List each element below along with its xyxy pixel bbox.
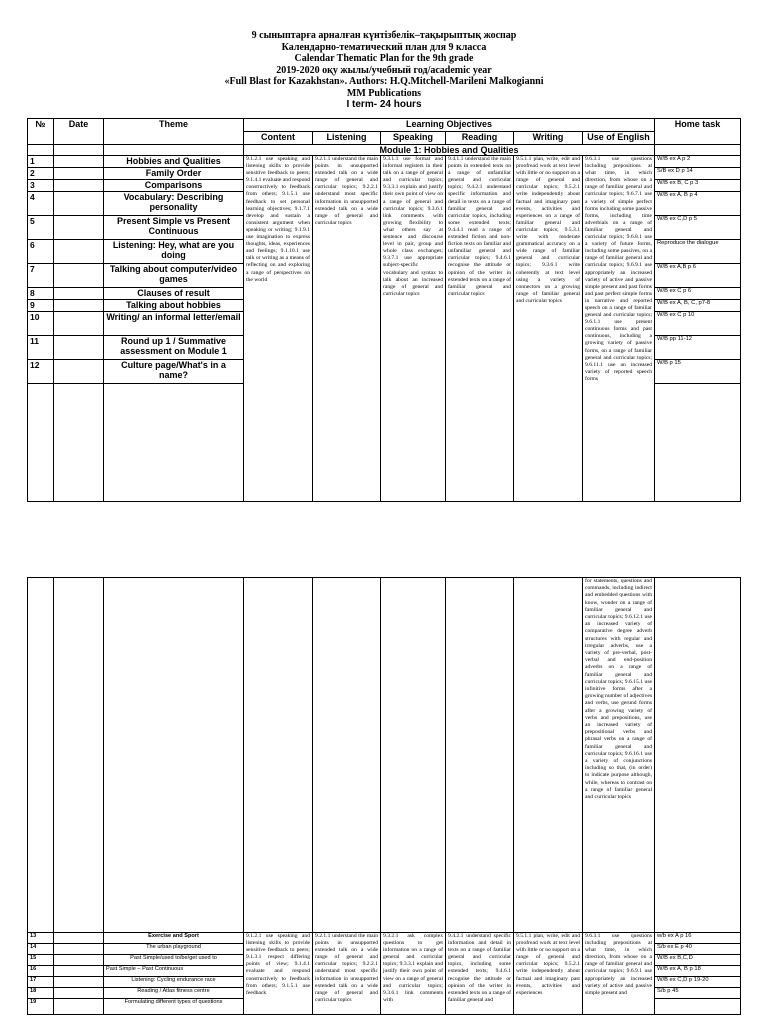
objectives-listening: 9.2.1.1 understand the main points in unsupported extended talk on a wide range of general and curricular topics; 9.2.2.1 understand most specific information in unsupported extended talk on a wide range of general and curricular topics [313, 156, 381, 502]
objectives-use-of-english-continued: for statements, questions and commands, including indirect and embedded questions with know, wonder on a range of familiar general and curricular topics; 9.6.12.1 use an increased variety of comparative degree adverb structures with regular and irregular adverbs, use a variety of pre-verbal, post-verbal and end-position adverbs on a range of familiar general and curricular topics; 9.6.15.1 use infinitive forms after a growing number of adjectives and verbs, use gerund forms after a growing variety of verbs and prepositions, use an increased variety of prepositional verbs and phrasal verbs on a range of familiar general and curricular topics; 9.6.16.1 use a variety of conjunctions including so that, (in order) to indicate purpose although, while, whereas to contrast on a range of familiar general and curricular topics [583, 578, 655, 933]
objectives-reading: 9.4.2.1 understand specific information and detail in texts on a range of familiar general and curricular topics, including some extended texts; 9.4.6.1 recognise the attitude or opinion of the writer in extended texts on a range of familiar general and [446, 933, 514, 1015]
row-number: 11 [28, 336, 54, 360]
theme-cell: Family Order [104, 168, 244, 180]
home-task-cell: W/B ex C p 10 [655, 312, 741, 336]
theme-cell: Exercise and Sport [104, 933, 244, 944]
date-cell [54, 156, 104, 168]
empty-cell [655, 384, 741, 502]
home-task-cell: W/B pp 11-12 [655, 336, 741, 360]
home-task-cell: S/B ex D p 14 [655, 168, 741, 180]
date-cell [54, 999, 104, 1015]
term-hours: I term- 24 hours [346, 99, 422, 110]
theme-cell: Reading / Atlas fitness centre [104, 988, 244, 999]
publisher: MM Publications [346, 87, 422, 99]
academic-year: 2019-2020 оқу жылы/учебный год/academic year [276, 64, 492, 76]
theme-cell: Round up 1 / Summative assessment on Module 1 [104, 336, 244, 360]
home-task-cell: Reproduce the dialogue [655, 240, 741, 264]
theme-cell: Culture page/What's in a name? [104, 360, 244, 384]
row-number: 5 [28, 216, 54, 240]
home-task-cell: W/B ex A,B p 6 [655, 264, 741, 288]
date-cell [54, 288, 104, 300]
objectives-speaking: 9.3.1.1 use formal and informal registers in their talk on a range of general and curricular topics; 9.3.3.1 explain and justify their own point of view on a range of general and curricular topics; 9.3.6.1 link comments with growing flexibility to what others say at sentence and discourse level in pair, group and whole class exchanges; 9.3.7.1 use appropriate subject-specific vocabulary and syntax to talk about an increased range of general and curricular topics [381, 156, 446, 502]
row-number: 4 [28, 192, 54, 216]
title-kazakh: 9 сыныптарға арналған күнтізбелік–тақырыптық жоспар [251, 30, 517, 41]
date-cell [54, 168, 104, 180]
header-home-task: Home task [655, 119, 741, 145]
row-number: 19 [28, 999, 54, 1015]
home-task-cell: W/B ex A, B p 18 [655, 966, 741, 977]
home-task-cell [655, 999, 741, 1015]
theme-cell: Writing/ an informal letter/email [104, 312, 244, 336]
objectives-use-of-english: 9.6.3.1 use questions including prepositions at what time, in which direction, from whose on a range of familiar general and curricular topics; 9.6.7.1 use a variety of simple perfect forms including some passive forms, including time adverbials on a range of familiar general and curricular topics; 9.6.8.1 use a variety of future forms, including some passives, on a range of familiar general and curricular topics; 9.6.9.1 use appropriately an increased variety of active and passive simple present and past forms and past perfect simple forms in narrative and reported speech on a range of familiar general and curricular topics; 9.6.1.1 use present continuous forms and past continuous, including a growing variety of passive forms, on a range of familiar general and curricular topics; 9.6.11.1 use an increased variety of reported speech forms [583, 156, 655, 502]
date-cell [54, 180, 104, 192]
objectives-listening: 9.2.1.1 understand the main points in unsupported extended talk on a wide range of general and curricular topics; 9.2.2.1 understand most specific information in unsupported extended talk on a wide range of general and curricular topics [313, 933, 381, 1015]
row-number: 12 [28, 360, 54, 384]
header-learning-objectives: Learning Objectives [244, 119, 655, 132]
objectives-speaking: 9.3.2.1 ask complex questions to get information on a range of general and curricular topics; 9.3.3.1 explain and justify their own point of view on a range of general and curricular topics; 9.3.6.1 link comments with [381, 933, 446, 1015]
home-task-cell: W/B ex A p 2 [655, 156, 741, 168]
theme-cell: Talking about computer/video games [104, 264, 244, 288]
date-cell [54, 966, 104, 977]
plan-table-page2 [27, 577, 741, 1015]
theme-cell: Past Simple – Past Continuous [104, 966, 244, 977]
header-use-of-english: Use of English [583, 132, 655, 145]
empty-cell [54, 384, 104, 502]
objectives-content: 9.1.2.1 use speaking and listening skills to provide sensitive feedback to peers; 9.1.3.1 respect differing points of view; 9.1.4.1 evaluate and respond constructively to feedback from others; 9.1.5.1 use feedback [244, 933, 313, 1015]
date-cell [54, 336, 104, 360]
theme-cell: Formulating different types of questions [104, 999, 244, 1015]
row-number: 17 [28, 977, 54, 988]
date-cell [54, 192, 104, 216]
row-number: 7 [28, 264, 54, 288]
home-task-cell: W/B ex B, C p 3 [655, 180, 741, 192]
home-task-cell: w/b ex A p 16 [655, 933, 741, 944]
theme-cell: The urban playground [104, 944, 244, 955]
date-cell [54, 988, 104, 999]
authors-line: «Full Blast for Kazakhstan». Authors: H.Q.Mitchell-Marileni Malkogianni [224, 76, 544, 87]
date-cell [54, 312, 104, 336]
empty-cell [28, 384, 54, 502]
header-number: № [28, 119, 54, 145]
document-header [0, 30, 768, 111]
home-task-cell: S/b ex E p 40 [655, 944, 741, 955]
row-number: 15 [28, 955, 54, 966]
row-number: 1 [28, 156, 54, 168]
row-number: 9 [28, 300, 54, 312]
home-task-cell: W/B p 15 [655, 360, 741, 384]
row-number: 13 [28, 933, 54, 944]
home-task-cell: W/B ex C,D p 19-20 [655, 977, 741, 988]
row-number: 3 [28, 180, 54, 192]
date-cell [54, 977, 104, 988]
row-number: 16 [28, 966, 54, 977]
home-task-cell: W/B ex A, B p 4 [655, 192, 741, 216]
objectives-writing: 9.5.1.1 plan, write, edit and proofread work at text level with little or no support on a range of general and curricular topics; 9.5.2.1 write independently about factual and imaginary past events, activities and experiences on a range of familiar general and curricular topics; 9.5.3.1 write with moderate grammatical accuracy on a wide range of familiar general and curricular topics; 9.3.6.1 write coherently at text level using a variety of connectors on a growing range of familiar general and curricular topics [514, 156, 583, 502]
header-writing: Writing [514, 132, 583, 145]
row-number: 8 [28, 288, 54, 300]
theme-cell: Listening: Hey, what are you doing [104, 240, 244, 264]
header-content: Content [244, 132, 313, 145]
date-cell [54, 264, 104, 288]
header-listening: Listening [313, 132, 381, 145]
header-reading: Reading [446, 132, 514, 145]
objectives-writing: 9.5.1.1 plan, write, edit and proofread work at text level with little or no support on a range of general and curricular topics; 9.5.2.1 write independently about factual and imaginary past events, activities and experiences [514, 933, 583, 1015]
theme-cell: Hobbies and Qualities [104, 156, 244, 168]
date-cell [54, 216, 104, 240]
theme-cell: Past Simple/used to/be/get used to [104, 955, 244, 966]
theme-cell: Comparisons [104, 180, 244, 192]
objectives-content: 9.1.2.1 use speaking and listening skills to provide sensitive feedback to peers; 9.1.4.1 evaluate and respond constructively to feedback from others; 9.1.5.1 use feedback to set personal learning objectives; 9.1.7.1 develop and sustain a consistent argument when speaking or writing; 9.1.9.1 use imagination to express thoughts, ideas, experiences and feelings; 9.1.10.1 use talk or writing as a means of reflecting on and exploring a range of perspectives on the world [244, 156, 313, 502]
home-task-cell: W/B ex C,D p 5 [655, 216, 741, 240]
date-cell [54, 933, 104, 944]
header-speaking: Speaking [381, 132, 446, 145]
title-russian: Календарно-тематический план для 9 класса [281, 41, 487, 53]
title-english: Calendar Thematic Plan for the 9th grade [294, 53, 474, 64]
date-cell [54, 300, 104, 312]
date-cell [54, 955, 104, 966]
home-task-cell: W/B ex C p 6 [655, 288, 741, 300]
theme-cell: Vocabulary: Describing personality [104, 192, 244, 216]
theme-cell: Clauses of result [104, 288, 244, 300]
home-task-cell: W/B ex B,C,D [655, 955, 741, 966]
date-cell [54, 944, 104, 955]
header-theme: Theme [104, 119, 244, 145]
module-title: Module 1: Hobbies and Qualities [244, 145, 655, 156]
date-cell [54, 360, 104, 384]
row-number: 10 [28, 312, 54, 336]
row-number: 18 [28, 988, 54, 999]
row-number: 14 [28, 944, 54, 955]
objectives-use-of-english: 9.6.3.1 use questions including prepositions at what time, in which direction, from whose on a range of familiar general and curricular topics; 9.6.9.1 use appropriately an increased variety of active and passive simple present and [583, 933, 655, 1015]
row-number: 2 [28, 168, 54, 180]
empty-cell [104, 384, 244, 502]
row-number: 6 [28, 240, 54, 264]
home-task-cell: W/B ex A, B, C, p7-8 [655, 300, 741, 312]
header-date: Date [54, 119, 104, 145]
theme-cell: Listening: Cycling endurance race [104, 977, 244, 988]
theme-cell: Present Simple vs Present Continuous [104, 216, 244, 240]
theme-cell: Talking about hobbies [104, 300, 244, 312]
objectives-reading: 9.4.1.1 understand the main points in extended texts on a range of unfamiliar general and curricular topics; 9.4.2.1 understand specific information and detail in texts on a range of familiar general and curricular topics, including some extended texts; 9.4.4.1 read a range of extended fiction and non-fiction texts on familiar and unfamiliar general and curricular topics; 9.4.6.1 recognise the attitude or opinion of the writer in extended texts on a range of familiar general and curricular topics [446, 156, 514, 502]
plan-table-page1 [27, 118, 741, 502]
home-task-cell: S/b p 45 [655, 988, 741, 999]
date-cell [54, 240, 104, 264]
